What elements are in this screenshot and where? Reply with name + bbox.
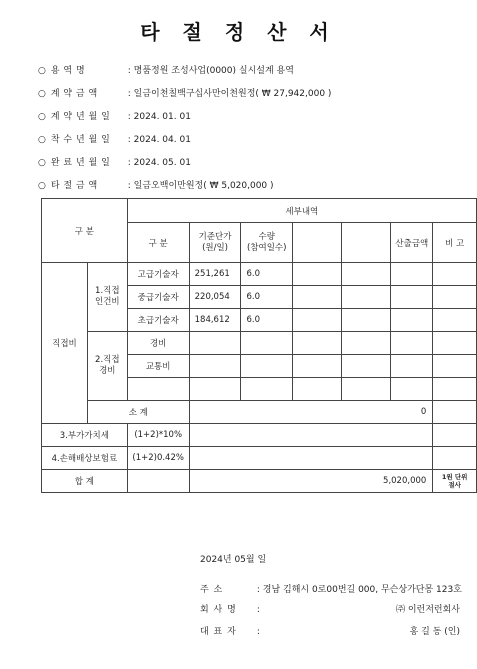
info-value: 2024. 05. 01 <box>133 158 191 168</box>
cell-empty <box>391 286 433 309</box>
cell-empty <box>127 470 189 493</box>
cell-empty <box>433 355 477 378</box>
cell-empty <box>391 332 433 355</box>
company-value: ㈜ 이런저런회사 <box>395 605 460 615</box>
row-qty: 6.0 <box>241 309 292 332</box>
info-colon: : <box>127 89 131 99</box>
info-row-termination-amount <box>38 175 458 198</box>
vat-label: 3.부가가치세 <box>42 424 128 447</box>
cell-empty <box>342 332 391 355</box>
row-item: 고급기술자 <box>127 263 189 286</box>
col-empty <box>342 223 391 263</box>
subtotal-row <box>42 401 477 424</box>
col-quantity: 수량 (참여일수) <box>241 223 292 263</box>
info-label: 계 약 년 월 일 <box>50 112 111 122</box>
company-row <box>200 602 460 616</box>
cell-empty <box>433 401 477 424</box>
cell-empty <box>241 355 292 378</box>
representative-row <box>200 624 460 638</box>
cell-empty <box>433 263 477 286</box>
cell-empty <box>292 286 341 309</box>
col-empty <box>292 223 341 263</box>
cell-empty <box>391 355 433 378</box>
cell-empty <box>391 263 433 286</box>
labor-group-label: 1.직접 인건비 <box>87 263 127 332</box>
header-detail: 세부내역 <box>127 199 476 223</box>
info-colon: : <box>127 135 131 145</box>
circle-bullet-icon: ○ <box>38 135 46 145</box>
info-colon: : <box>127 66 131 76</box>
cell-empty <box>292 355 341 378</box>
table-header-row <box>42 199 477 223</box>
row-price: 251,261 <box>189 263 241 286</box>
col-gubun: 구 분 <box>127 223 189 263</box>
total-note: 1원 단위 절사 <box>433 470 477 493</box>
col-note: 비 고 <box>433 223 477 263</box>
table-row <box>42 332 477 355</box>
cell-empty <box>189 424 433 447</box>
circle-bullet-icon: ○ <box>38 158 46 168</box>
subtotal-label: 소 계 <box>87 401 189 424</box>
cell-empty <box>292 263 341 286</box>
total-row <box>42 470 477 493</box>
insurance-formula: (1+2)0.42% <box>127 447 189 470</box>
address-label: 주 소 <box>200 585 224 595</box>
direct-cost-label: 직접비 <box>42 263 88 424</box>
contract-info <box>38 60 458 198</box>
settlement-table <box>41 198 477 493</box>
representative-value: 홍 길 동 (인) <box>409 627 460 637</box>
expense-group-label: 2.직접 경비 <box>87 332 127 401</box>
cell-empty <box>189 332 241 355</box>
cell-empty <box>292 378 341 401</box>
signature-date: 2024년 05월 일 <box>200 555 267 565</box>
col-unit-price: 기준단가 (원/일) <box>189 223 241 263</box>
cell-empty <box>241 332 292 355</box>
header-gubun: 구 분 <box>42 199 128 263</box>
cell-empty <box>342 263 391 286</box>
representative-label: 대 표 자 <box>200 627 237 637</box>
insurance-row <box>42 447 477 470</box>
cell-empty <box>342 355 391 378</box>
cell-empty <box>342 309 391 332</box>
row-price: 184,612 <box>189 309 241 332</box>
vat-row <box>42 424 477 447</box>
cell-empty <box>433 447 477 470</box>
circle-bullet-icon: ○ <box>38 181 46 191</box>
cell-empty <box>342 378 391 401</box>
info-colon: : <box>127 112 131 122</box>
cell-empty <box>433 286 477 309</box>
info-value: 2024. 01. 01 <box>133 112 191 122</box>
info-row-contract-date <box>38 106 458 129</box>
info-label: 타 절 금 액 <box>50 181 98 191</box>
info-label: 용 역 명 <box>50 66 86 76</box>
cell-empty <box>433 309 477 332</box>
company-label: 회 사 명 <box>200 605 237 615</box>
col-amount: 산출금액 <box>391 223 433 263</box>
vat-formula: (1+2)*10% <box>127 424 189 447</box>
circle-bullet-icon: ○ <box>38 89 46 99</box>
circle-bullet-icon: ○ <box>38 112 46 122</box>
info-row-start-date <box>38 129 458 152</box>
cell-empty <box>433 424 477 447</box>
cell-empty <box>391 309 433 332</box>
info-row-contract-amount <box>38 83 458 106</box>
table-row <box>42 263 477 286</box>
subtotal-value: 0 <box>189 401 433 424</box>
info-value: 명품정원 조성사업(0000) 실시설계 용역 <box>133 66 294 76</box>
info-value: 2024. 04. 01 <box>133 135 191 145</box>
total-label: 합 계 <box>42 470 128 493</box>
info-colon: : <box>127 181 131 191</box>
document-title: 타 절 정 산 서 <box>140 20 337 44</box>
cell-empty <box>241 378 292 401</box>
info-row-service-name <box>38 60 458 83</box>
company-colon: : <box>256 605 260 615</box>
info-value: 일금이천칠백구십사만이천원정( ₩ 27,942,000 ) <box>133 89 332 99</box>
info-label: 완 료 년 월 일 <box>50 158 111 168</box>
row-item: 경비 <box>127 332 189 355</box>
row-price: 220,054 <box>189 286 241 309</box>
total-value: 5,020,000 <box>189 470 433 493</box>
cell-empty <box>342 286 391 309</box>
row-item <box>127 378 189 401</box>
info-colon: : <box>127 158 131 168</box>
cell-empty <box>189 447 433 470</box>
address-value: : 경남 김해시 0로00번길 000, 무슨상가단몽 123호 <box>256 585 462 595</box>
info-label: 착 수 년 월 일 <box>50 135 111 145</box>
cell-empty <box>433 332 477 355</box>
cell-empty <box>433 378 477 401</box>
circle-bullet-icon: ○ <box>38 66 46 76</box>
cell-empty <box>292 332 341 355</box>
cell-empty <box>189 378 241 401</box>
row-qty: 6.0 <box>241 286 292 309</box>
cell-empty <box>292 309 341 332</box>
info-value: 일금오백이만원정( ₩ 5,020,000 ) <box>133 181 274 191</box>
insurance-label: 4.손해배상보험료 <box>42 447 128 470</box>
row-item: 초급기술자 <box>127 309 189 332</box>
row-qty: 6.0 <box>241 263 292 286</box>
representative-colon: : <box>256 627 260 637</box>
row-item: 교통비 <box>127 355 189 378</box>
cell-empty <box>391 378 433 401</box>
row-item: 중급기술자 <box>127 286 189 309</box>
info-label: 계 약 금 액 <box>50 89 98 99</box>
cell-empty <box>189 355 241 378</box>
address-row <box>200 582 460 596</box>
info-row-completion-date <box>38 152 458 175</box>
